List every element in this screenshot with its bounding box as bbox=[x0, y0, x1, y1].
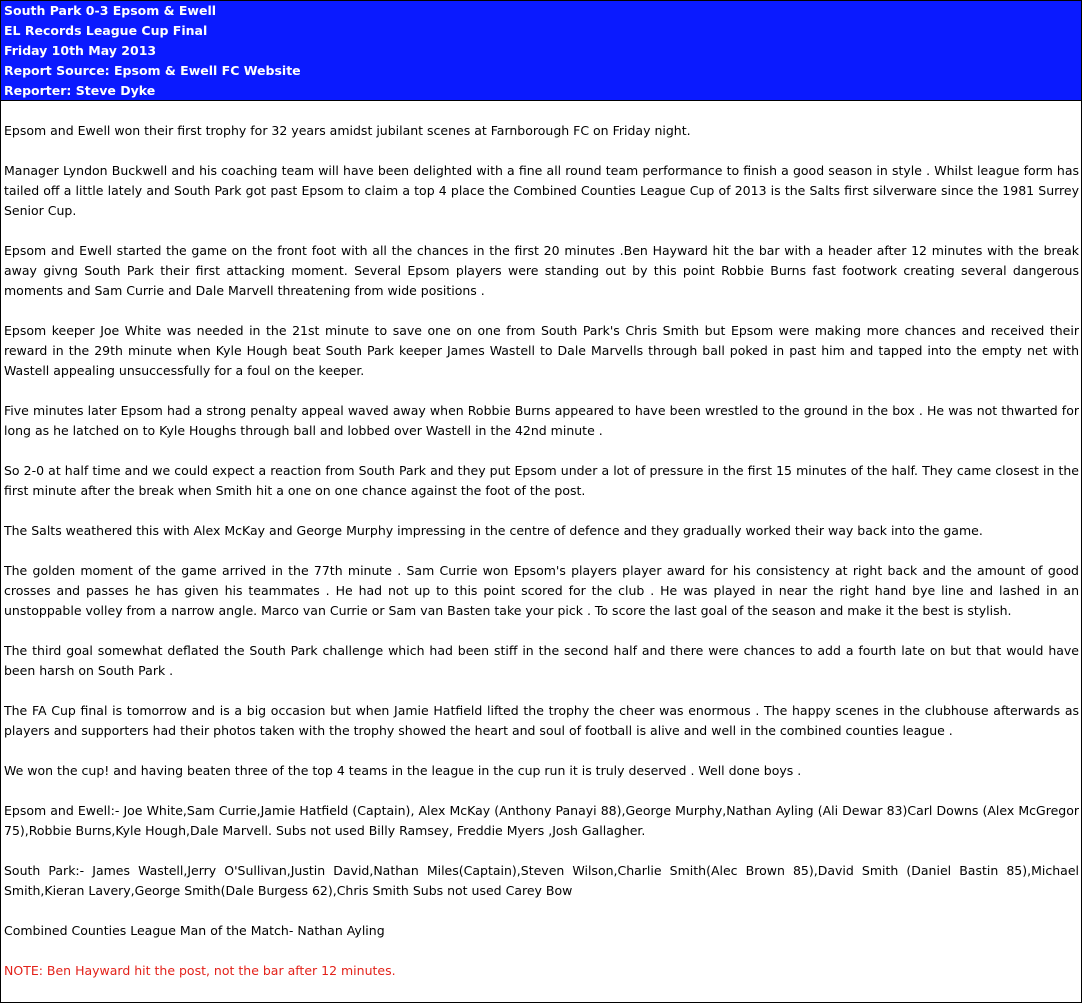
lineup-epsom: Epsom and Ewell:- Joe White,Sam Currie,Jamie Hatfield (Captain), Alex McKay (Anthony Panayi 88),George Murphy,Nathan Ayling (Ali Dewar 83)Carl Downs (Alex McGregor 75),Robbie Burns,Kyle Hough,Dale Marvell. Subs not used Billy Ramsey, Freddie Myers ,Josh Gallagher. bbox=[4, 803, 1079, 838]
report-paragraph: Five minutes later Epsom had a strong penalty appeal waved away when Robbie Burns appeared to have been wrestled to the ground in the box . He was not thwarted for long as he latched on to Kyle Houghs through ball and lobbed over Wastell in the 42nd minute . bbox=[4, 403, 1079, 438]
competition-title: EL Records League Cup Final bbox=[4, 23, 208, 38]
report-paragraph: Epsom and Ewell won their first trophy for 32 years amidst jubilant scenes at Farnborough FC on Friday night. bbox=[4, 123, 691, 138]
report-source: Report Source: Epsom & Ewell FC Website bbox=[4, 63, 301, 78]
report-paragraph: The golden moment of the game arrived in the 77th minute . Sam Currie won Epsom's players player award for his consistency at right back and the amount of good crosses and passes he has given his teammates . He had not up to this point scored for the club . He was played in near the right hand bye line and lashed in an unstoppable volley from a narrow angle. Marco van Currie or Sam van Basten take your pick . To score the last goal of the season and make it the best is stylish. bbox=[4, 563, 1079, 618]
report-paragraph: Epsom keeper Joe White was needed in the 21st minute to save one on one from South Park's Chris Smith but Epsom were making more chances and received their reward in the 29th minute when Kyle Hough beat South Park keeper James Wastell to Dale Marvells through ball poked in past him and tapped into the empty net with Wastell appealing unsuccessfully for a foul on the keeper. bbox=[4, 323, 1079, 378]
report-paragraph: The Salts weathered this with Alex McKay and George Murphy impressing in the centre of defence and they gradually worked their way back into the game. bbox=[4, 523, 983, 538]
report-paragraph: Epsom and Ewell started the game on the front foot with all the chances in the first 20 minutes .Ben Hayward hit the bar with a header after 12 minutes with the break away givng South Park their first attacking moment. Several Epsom players were standing out by this point Robbie Burns fast footwork creating several dangerous moments and Sam Currie and Dale Marvell threatening from wide positions . bbox=[4, 243, 1079, 298]
report-header bbox=[1, 1, 1081, 101]
report-paragraph: Manager Lyndon Buckwell and his coaching team will have been delighted with a fine all round team performance to finish a good season in style . Whilst league form has tailed off a little lately and South Park got past Epsom to claim a top 4 place the Combined Counties League Cup of 2013 is the Salts first silverware since the 1981 Surrey Senior Cup. bbox=[4, 163, 1079, 218]
man-of-the-match: Combined Counties League Man of the Match- Nathan Ayling bbox=[4, 923, 385, 938]
lineup-south-park: South Park:- James Wastell,Jerry O'Sullivan,Justin David,Nathan Miles(Captain),Steven Wilson,Charlie Smith(Alec Brown 85),David Smith (Daniel Bastin 85),Michael Smith,Kieran Lavery,George Smith(Dale Burgess 62),Chris Smith Subs not used Carey Bow bbox=[4, 863, 1079, 898]
report-paragraph: We won the cup! and having beaten three of the top 4 teams in the league in the cup run it is truly deserved . Well done boys . bbox=[4, 763, 802, 778]
correction-note: NOTE: Ben Hayward hit the post, not the bar after 12 minutes. bbox=[4, 963, 396, 978]
reporter: Reporter: Steve Dyke bbox=[4, 83, 156, 98]
match-score-title: South Park 0-3 Epsom & Ewell bbox=[4, 3, 217, 18]
report-paragraph: The FA Cup final is tomorrow and is a big occasion but when Jamie Hatfield lifted the trophy the cheer was enormous . The happy scenes in the clubhouse afterwards as players and supporters had their photos taken with the trophy showed the heart and soul of football is alive and well in the combined counties league . bbox=[4, 703, 1079, 738]
match-date: Friday 10th May 2013 bbox=[4, 43, 157, 58]
report-paragraph: So 2-0 at half time and we could expect a reaction from South Park and they put Epsom under a lot of pressure in the first 15 minutes of the half. They came closest in the first minute after the break when Smith hit a one on one chance against the foot of the post. bbox=[4, 463, 1079, 498]
report-paragraph: The third goal somewhat deflated the South Park challenge which had been stiff in the second half and there were chances to add a fourth late on but that would have been harsh on South Park . bbox=[4, 643, 1079, 678]
report-body bbox=[1, 101, 1081, 981]
